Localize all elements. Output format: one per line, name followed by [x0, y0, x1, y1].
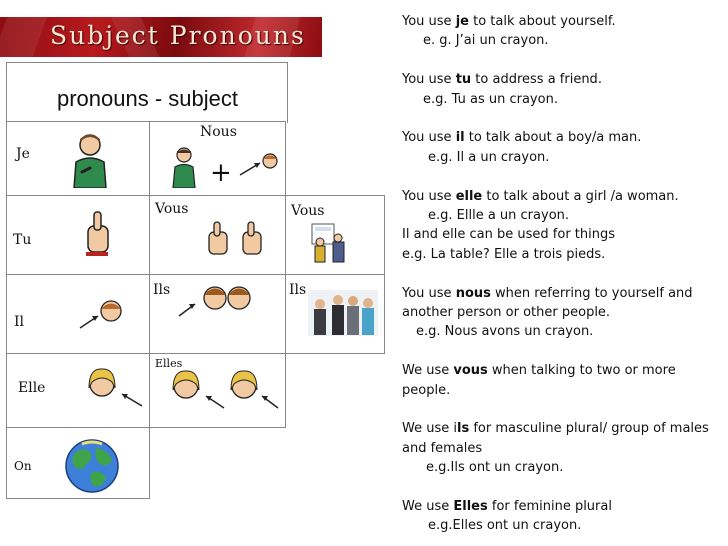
label-nous: Nous — [200, 124, 237, 140]
example-elle: e.g. Ellle a un crayon. — [428, 208, 570, 224]
business-group-icon — [308, 290, 378, 336]
label-je: Je — [16, 146, 30, 162]
pointing-hand-icon — [80, 210, 114, 256]
two-pointing-hands-icon — [205, 220, 271, 260]
label-on: On — [14, 459, 32, 473]
note-il: You use il to talk about a boy/a man. — [402, 130, 642, 146]
label-vous-formal: Vous — [291, 203, 325, 219]
note-vous-cont: people. — [402, 382, 451, 398]
title-banner — [0, 17, 322, 57]
note-je: You use je to talk about yourself. — [402, 14, 616, 29]
arrow-to-two-boys-icon — [175, 280, 280, 320]
note-nous: You use nous when referring to yourself and — [402, 285, 693, 301]
note-ils-cont: and females — [402, 440, 483, 456]
label-il: Il — [14, 314, 25, 330]
globe-icon — [64, 438, 120, 494]
boy-self-icon — [68, 132, 112, 188]
example-tu: e.g. Tu as un crayon. — [423, 91, 558, 107]
note-tu: You use tu to address a friend. — [402, 72, 602, 88]
arrow-to-friend-icon — [236, 153, 286, 179]
example-je: e. g. J’ai un crayon. — [423, 33, 549, 49]
two-girls-icon — [160, 368, 280, 414]
note-elle: You use elle to talk about a girl /a woman. — [402, 188, 679, 204]
example-nous: e.g. Nous avons un crayon. — [416, 324, 594, 340]
plus-sign: + — [210, 158, 232, 188]
label-elles: Elles — [155, 357, 183, 370]
example-ils: e.g.Ils ont un crayon. — [426, 460, 564, 476]
note-nous-cont: another person or other people. — [402, 305, 611, 321]
note-vous: We use vous when talking to two or more — [402, 363, 676, 379]
girl-icon — [86, 366, 146, 412]
table-heading: pronouns - subject — [57, 86, 238, 111]
example-elles: e.g.Elles ont un crayon. — [428, 518, 582, 534]
label-ils: Ils — [153, 282, 171, 298]
arrow-to-boy-icon — [78, 298, 124, 332]
note-elle-things: Il and elle can be used for things — [402, 227, 616, 243]
label-elle: Elle — [18, 380, 46, 396]
formal-meeting-icon — [310, 222, 350, 264]
label-tu: Tu — [13, 232, 32, 248]
boy-self-small-icon — [170, 146, 198, 188]
label-ils-group: Ils — [289, 282, 307, 298]
example-elle-things: e.g. La table? Elle a trois pieds. — [402, 246, 606, 262]
banner-title: Subject Pronouns — [50, 21, 306, 50]
label-vous-plural: Vous — [155, 201, 189, 217]
note-ils: We use ils for masculine plural/ group of males — [402, 421, 709, 437]
usage-notes — [402, 12, 722, 536]
example-il: e.g. Il a un crayon. — [428, 149, 550, 165]
note-elles: We use Elles for feminine plural — [402, 499, 612, 515]
